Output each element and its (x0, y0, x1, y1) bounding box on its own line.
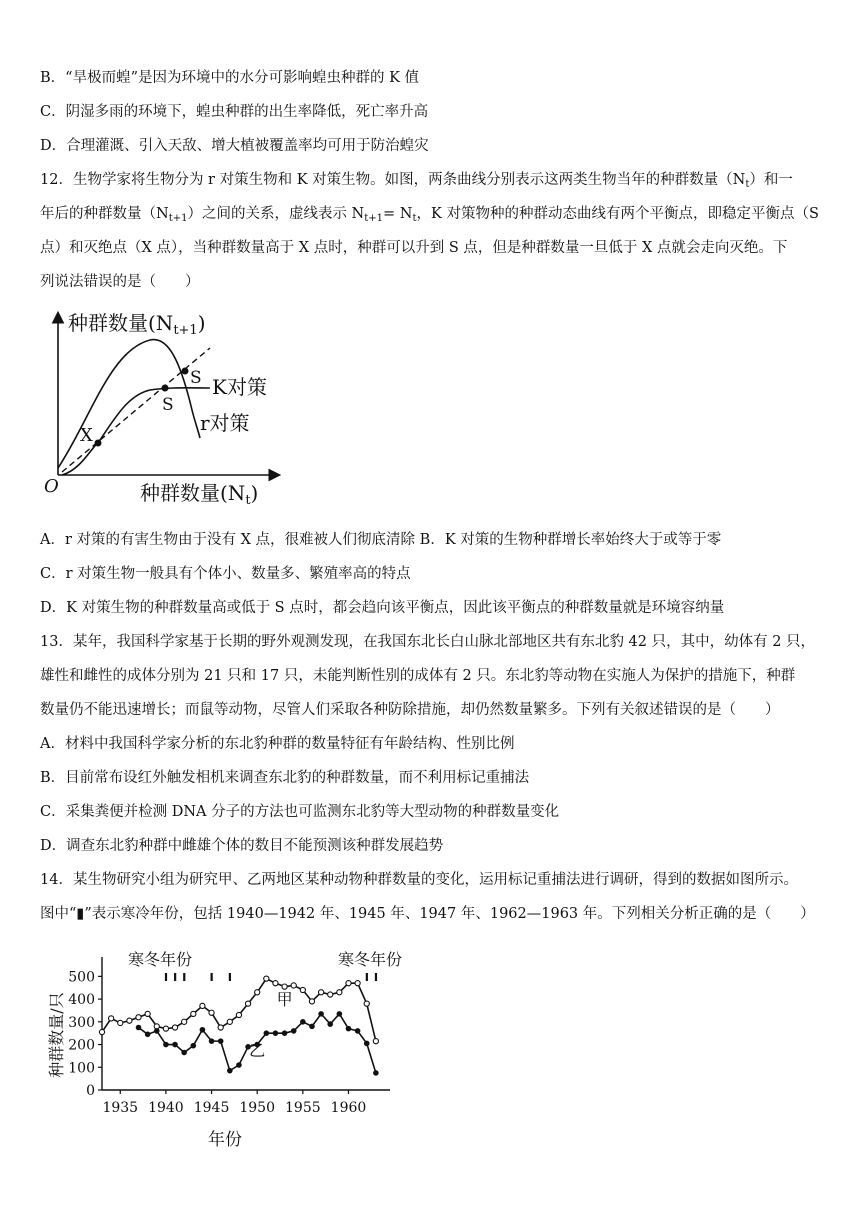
chart-series-label-yi: 乙 (249, 1040, 266, 1060)
chart-x-tick-label: 1935 (102, 1100, 139, 1116)
chart-point-yi (136, 1025, 142, 1031)
q12-point-x-marker (95, 440, 102, 447)
chart-point-jia (291, 983, 296, 988)
chart-point-jia (99, 1029, 104, 1034)
chart-annotation-cold-years-left: 寒冬年份 (127, 950, 193, 969)
q12-option-a-b: A．r 对策的有害生物由于没有 X 点，很难被人们彻底清除 B．K 对策的生物种群增长率始终大于或等于零 (40, 532, 722, 548)
chart-point-jia (118, 1020, 123, 1025)
chart-x-tick-label: 1955 (285, 1100, 321, 1116)
q12-point-s-k-label: S (162, 395, 174, 415)
chart-point-yi (200, 1027, 206, 1033)
q12-r-strategy-curve (58, 340, 200, 468)
q13-option-c: C．采集粪便并检测 DNA 分子的方法也可监测东北豹等大型动物的种群数量变化 (40, 804, 560, 820)
chart-point-jia (127, 1018, 132, 1023)
chart-cold-year-marker (375, 973, 377, 981)
q12-point-s-r-label: S (190, 368, 202, 388)
chart-y-tick-label: 200 (68, 1037, 95, 1054)
chart-point-jia (218, 1025, 223, 1030)
chart-annotation-cold-years-right: 寒冬年份 (337, 950, 403, 969)
q12-diagonal-dashed-line (62, 348, 210, 472)
q14-stem-line-2: 图中“▮”表示寒冷年份，包括 1940—1942 年、1945 年、1947 年、1962—1963 年。下列相关分析正确的是（ ） (40, 906, 815, 922)
chart-x-tick-label: 1940 (148, 1100, 184, 1116)
chart-point-yi (145, 1032, 151, 1038)
chart-point-jia (373, 1039, 378, 1044)
q12-origin-label: O (44, 476, 59, 497)
q13-option-b: B．目前常布设红外触发相机来调查东北豹的种群数量，而不利用标记重捕法 (40, 770, 530, 786)
chart-point-jia (337, 990, 342, 995)
q12-y-axis-label: 种群数量$(N_{t+1})$ (68, 311, 206, 338)
chart-point-jia (227, 1019, 232, 1024)
chart-point-jia (191, 1011, 196, 1016)
chart-point-yi (355, 1028, 361, 1034)
chart-ylabel: 种群数量/只 (47, 992, 66, 1078)
chart-point-yi (264, 1030, 270, 1036)
q11-option-c: C．阴湿多雨的环境下，蝗虫种群的出生率降低，死亡率升高 (40, 104, 429, 120)
q11-option-d: D．合理灌溉、引入天敌、增大植被覆盖率均可用于防治蝗灾 (40, 138, 429, 154)
chart-point-jia (182, 1019, 187, 1024)
chart-point-jia (355, 981, 360, 986)
chart-point-jia (200, 1003, 205, 1008)
chart-x-tick-label: 1945 (193, 1100, 230, 1116)
chart-cold-year-marker (165, 973, 167, 981)
chart-point-jia (136, 1015, 141, 1020)
chart-y-tick-label: 400 (68, 992, 95, 1009)
chart-point-yi (327, 1021, 333, 1027)
q11-option-b: B．“旱极而蝗”是因为环境中的水分可影响蝗虫种群的 K 值 (40, 70, 420, 86)
chart-point-yi (163, 1042, 169, 1048)
chart-point-jia (236, 1012, 241, 1017)
q12-option-c: C．r 对策生物一般具有个体小、数量多、繁殖率高的特点 (40, 566, 411, 582)
chart-x-tick-label: 1950 (239, 1100, 276, 1116)
chart-point-jia (309, 999, 314, 1004)
chart-point-yi (218, 1038, 224, 1044)
chart-point-jia (328, 992, 333, 997)
q12-stem-line-1: 12．生物学家将生物分为 r 对策生物和 K 对策生物。如图，两条曲线分别表示这两类生物当年的种群数量$(N_t)$和一 (40, 172, 793, 190)
chart-cold-year-marker (174, 973, 176, 981)
chart-point-jia (145, 1011, 150, 1016)
chart-y-tick-label: 300 (68, 1014, 95, 1031)
q13-option-d: D．调查东北豹种群中雌雄个体的数目不能预测该种群发展趋势 (40, 838, 444, 854)
q12-stem-line-4: 列说法错误的是（ ） (40, 274, 200, 290)
q12-k-strategy-label: K对策 (212, 375, 267, 399)
chart-point-jia (364, 1001, 369, 1006)
chart-y-tick-label: 100 (68, 1060, 95, 1077)
q12-stem-line-2: 年后的种群数量$(N_{t+1})$之间的关系，虚线表示 $N_{t+1}= N_t$，K 对策物种的种群动态曲线有两个平衡点，即稳定平衡点（S (40, 206, 819, 224)
chart-point-yi (154, 1028, 160, 1034)
chart-point-yi (236, 1062, 242, 1068)
chart-point-jia (245, 1001, 250, 1006)
q13-stem-line-3: 数量仍不能迅速增长；而鼠等动物，尽管人们采取各种防除措施，却仍然数量繁多。下列有关叙述错误的是（ ） (40, 702, 780, 718)
chart-series-label-jia: 甲 (276, 989, 293, 1009)
q12-point-s-k-marker (162, 385, 169, 392)
q12-point-x-label: X (80, 425, 93, 446)
chart-point-yi (209, 1038, 215, 1044)
q14-population-line-chart (40, 935, 420, 1155)
chart-point-yi (227, 1068, 233, 1074)
chart-point-yi (282, 1030, 288, 1036)
chart-point-jia (264, 976, 269, 981)
chart-point-yi (318, 1011, 324, 1017)
chart-point-yi (273, 1030, 279, 1036)
chart-x-tick-label: 1960 (330, 1100, 367, 1116)
chart-point-yi (172, 1042, 178, 1048)
chart-cold-year-marker (229, 973, 231, 981)
q12-option-d: D．K 对策生物的种群数量高或低于 S 点时，都会趋向该平衡点，因此该平衡点的种群数量就是环境容纳量 (40, 600, 725, 616)
chart-point-jia (172, 1025, 177, 1030)
chart-point-jia (318, 990, 323, 995)
chart-y-tick-label: 0 (86, 1083, 95, 1099)
chart-point-jia (300, 987, 305, 992)
chart-point-jia (109, 1016, 114, 1021)
q12-r-strategy-label: r对策 (200, 411, 250, 435)
chart-point-yi (337, 1011, 343, 1017)
chart-point-jia (255, 990, 260, 995)
q12-x-axis-label: 种群数量$(N_t)$ (140, 481, 259, 508)
chart-point-yi (181, 1050, 187, 1056)
q13-option-a: A．材料中我国科学家分析的东北豹种群的数量特征有年龄结构、性别比例 (40, 736, 515, 752)
chart-point-jia (209, 1010, 214, 1015)
chart-xlabel: 年份 (208, 1130, 242, 1150)
q13-stem-line-2: 雄性和雌性的成体分别为 21 只和 17 只，未能判断性别的成体有 2 只。东北豹等动物在实施人为保护的措施下，种群 (40, 668, 796, 684)
chart-point-jia (346, 981, 351, 986)
q12-point-s-r-marker (182, 368, 189, 375)
chart-point-yi (364, 1041, 370, 1047)
chart-point-jia (273, 981, 278, 986)
q12-population-curve-figure (40, 300, 300, 510)
q13-stem-line-1: 13．某年，我国科学家基于长期的野外观测发现，在我国东北长白山脉北部地区共有东北豹 42 只，其中，幼体有 2 只， (40, 634, 816, 650)
chart-point-yi (373, 1070, 379, 1076)
chart-y-tick-label: 500 (68, 969, 95, 986)
chart-cold-year-marker (211, 973, 213, 981)
chart-point-yi (346, 1026, 352, 1032)
chart-point-yi (309, 1024, 315, 1030)
chart-point-jia (282, 984, 287, 989)
q14-stem-line-1: 14．某生物研究小组为研究甲、乙两地区某种动物种群数量的变化，运用标记重捕法进行调研，得到的数据如图所示。 (40, 872, 798, 888)
chart-cold-year-marker (183, 973, 185, 981)
chart-point-jia (163, 1026, 168, 1031)
chart-point-yi (300, 1019, 306, 1025)
chart-point-yi (291, 1028, 297, 1034)
chart-point-yi (190, 1043, 196, 1049)
q12-stem-line-3: 点）和灭绝点（X 点），当种群数量高于 X 点时，种群可以升到 S 点，但是种群数量一旦低于 X 点就会走向灭绝。下 (40, 240, 788, 256)
chart-cold-year-marker (366, 973, 368, 981)
